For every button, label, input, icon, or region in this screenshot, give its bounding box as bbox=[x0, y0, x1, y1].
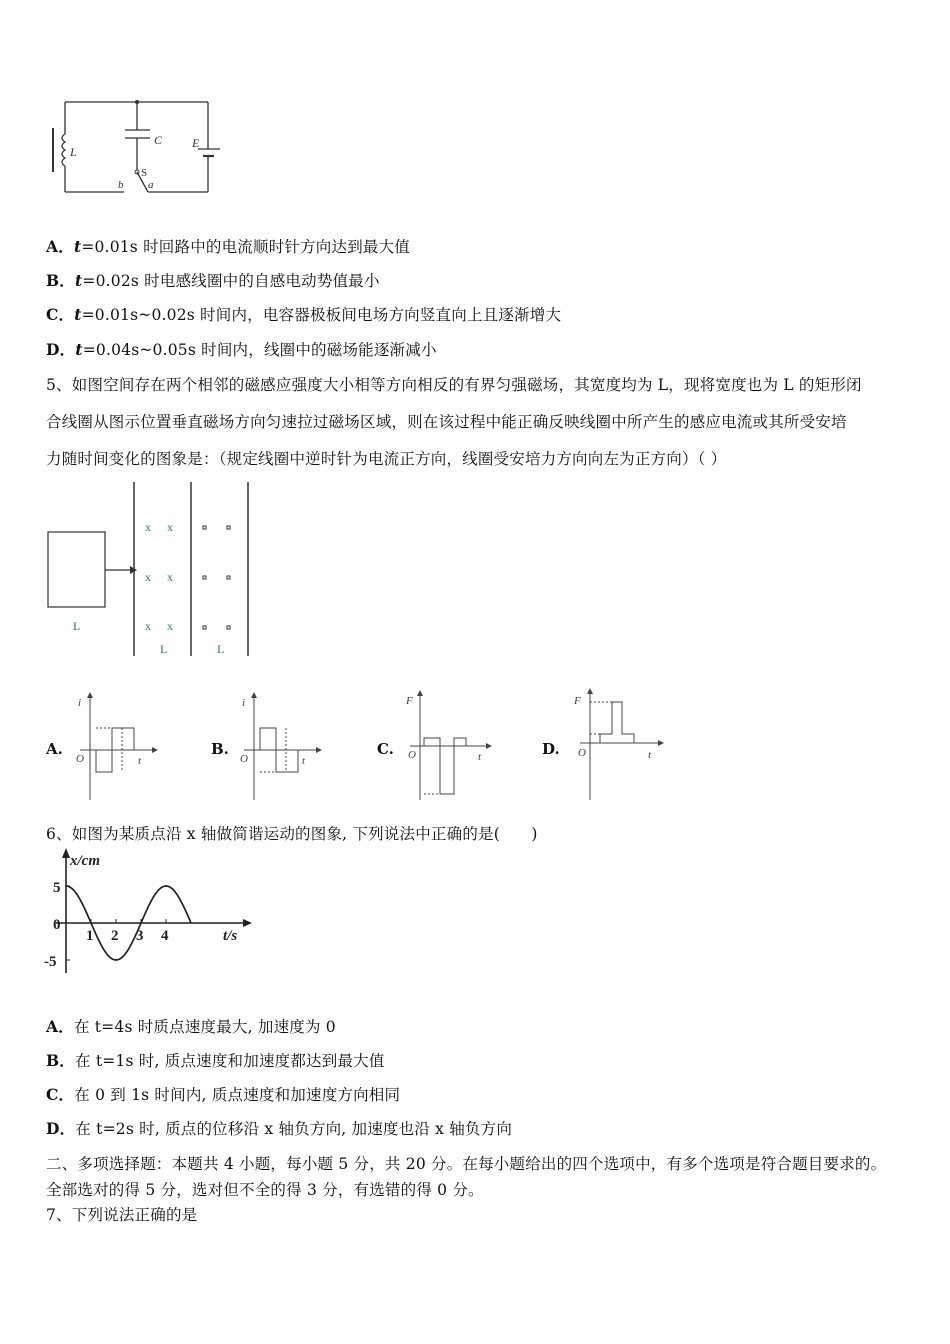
capacitor-label: C bbox=[154, 133, 163, 147]
shm-displacement-chart bbox=[40, 848, 255, 978]
x-tick-label: 1 bbox=[86, 928, 94, 944]
svg-text:x: x bbox=[145, 520, 151, 534]
q6-option-a: A．在 t=4s 时质点速度最大, 加速度为 0 bbox=[46, 1017, 336, 1036]
q4-option-d: D．t=0.04s~0.05s 时间内，线圈中的磁场能逐渐减小 bbox=[46, 340, 437, 359]
region2-width-label: L bbox=[217, 642, 225, 656]
x-axis-label: t/s bbox=[223, 928, 238, 944]
svg-text:x: x bbox=[167, 520, 173, 534]
field-out-of-page-marks bbox=[203, 526, 230, 629]
q5-option-d-graph bbox=[570, 688, 665, 806]
inductor-label: L bbox=[70, 145, 77, 159]
q4-option-a: A．t=0.01s 时回路中的电流顺时针方向达到最大值 bbox=[46, 237, 410, 256]
q4-option-c: C．t=0.01s~0.02s 时间内，电容器极板间电场方向竖直向上且逐渐增大 bbox=[46, 305, 562, 324]
svg-text:t: t bbox=[648, 749, 652, 761]
svg-text:t: t bbox=[138, 755, 142, 767]
coil-width-label: L bbox=[73, 619, 81, 633]
svg-text:x: x bbox=[167, 570, 173, 584]
switch-label: S bbox=[141, 167, 148, 179]
q6-option-b: B．在 t=1s 时, 质点速度和加速度都达到最大值 bbox=[46, 1051, 385, 1070]
q5-option-a-letter[interactable]: A. bbox=[46, 740, 63, 758]
section2-heading-line-1: 二、多项选择题：本题共 4 小题，每小题 5 分，共 20 分。在每小题给出的四个选项中，有多个选项是符合题目要求的。 bbox=[46, 1155, 887, 1173]
coil-rectangle bbox=[48, 532, 105, 607]
magnetic-field-figure bbox=[40, 478, 270, 663]
q5-option-d-letter[interactable]: D. bbox=[542, 740, 560, 758]
terminal-a-label: a bbox=[148, 179, 154, 191]
y-axis-label: x/cm bbox=[70, 853, 100, 869]
svg-text:F: F bbox=[406, 695, 413, 707]
q5-option-b-letter[interactable]: B. bbox=[211, 740, 229, 758]
q4-option-b: B．t=0.02s 时电感线圈中的自感电动势值最小 bbox=[46, 271, 380, 290]
q5-option-c-graph bbox=[404, 688, 494, 806]
field-into-page-marks bbox=[145, 520, 173, 633]
svg-text:O: O bbox=[240, 753, 248, 765]
q5-option-c-letter[interactable]: C. bbox=[377, 740, 394, 758]
q5-stem-line-1: 5、如图空间存在两个相邻的磁感应强度大小相等方向相反的有界匀强磁场，其宽度均为 L，现将宽度也为 L 的矩形闭 bbox=[46, 376, 862, 394]
svg-text:x: x bbox=[167, 619, 173, 633]
svg-text:F: F bbox=[574, 695, 581, 707]
svg-text:O: O bbox=[578, 747, 586, 759]
lc-circuit-figure bbox=[40, 92, 240, 202]
q5-option-b-graph bbox=[238, 690, 328, 805]
q7-stem: 7、下列说法正确的是 bbox=[46, 1206, 198, 1224]
q5-stem-line-2: 合线圈从图示位置垂直磁场方向匀速拉过磁场区域，则在该过程中能正确反映线圈中所产生的感应电流或其所受安培 bbox=[46, 413, 847, 431]
q5-option-a-graph bbox=[74, 690, 164, 805]
svg-text:x: x bbox=[145, 619, 151, 633]
y-tick-label: 0 bbox=[53, 917, 61, 933]
region1-width-label: L bbox=[160, 642, 168, 656]
svg-text:t: t bbox=[478, 751, 482, 763]
svg-text:x: x bbox=[145, 570, 151, 584]
svg-text:O: O bbox=[408, 749, 416, 761]
svg-text:O: O bbox=[76, 753, 84, 765]
q5-stem-line-3: 力随时间变化的图象是：（规定线圈中逆时针为电流正方向，线圈受安培力方向向左为正方向）（ ） bbox=[46, 450, 727, 468]
svg-text:i: i bbox=[242, 697, 246, 709]
x-tick-label: 4 bbox=[161, 928, 169, 944]
q6-stem: 6、如图为某质点沿 x 轴做简谐运动的图象, 下列说法中正确的是( ) bbox=[46, 825, 538, 843]
section2-heading-line-2: 全部选对的得 5 分，选对但不全的得 3 分，有选错的得 0 分。 bbox=[46, 1181, 484, 1199]
x-tick-label: 3 bbox=[136, 928, 144, 944]
q6-option-c: C．在 0 到 1s 时间内, 质点速度和加速度方向相同 bbox=[46, 1085, 401, 1104]
svg-text:t: t bbox=[302, 755, 306, 767]
x-tick-label: 2 bbox=[111, 928, 119, 944]
svg-text:i: i bbox=[78, 697, 82, 709]
y-tick-label: -5 bbox=[44, 954, 57, 970]
q6-option-d: D．在 t=2s 时, 质点的位移沿 x 轴负方向, 加速度也沿 x 轴负方向 bbox=[46, 1119, 513, 1138]
terminal-b-label: b bbox=[118, 179, 124, 191]
y-tick-label: 5 bbox=[53, 880, 61, 896]
battery-label: E bbox=[192, 136, 200, 150]
